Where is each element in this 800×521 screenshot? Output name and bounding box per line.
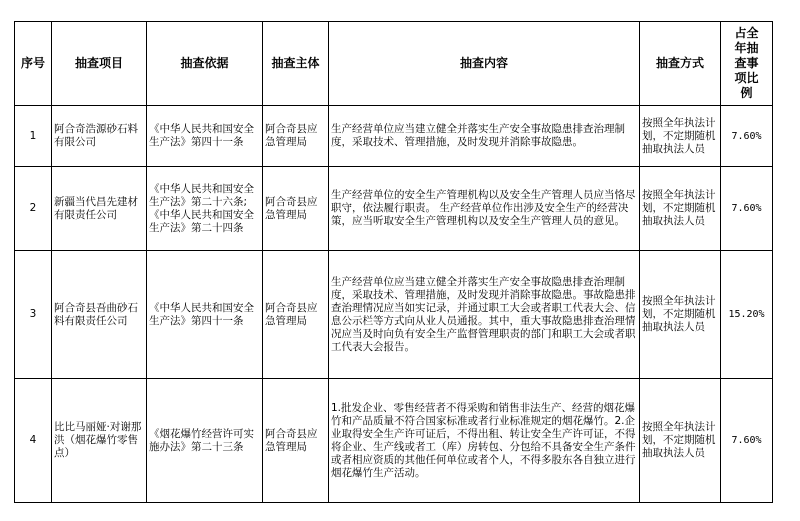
table-row (15, 379, 773, 503)
row-method: 按照全年执法计划，不定期随机抽取执法人员 (640, 167, 721, 251)
row-basis: 《烟花爆竹经营许可实施办法》第二十三条 (147, 379, 263, 503)
row-ratio: 7.60% (721, 167, 773, 251)
row-item: 比比马丽娅·对谢那洪（烟花爆竹零售点） (52, 379, 147, 503)
row-method: 按照全年执法计划，不定期随机抽取执法人员 (640, 379, 721, 503)
row-content: 生产经营单位应当建立健全并落实生产安全事故隐患排查治理制度，采取技术、管理措施，及时发现并消除事故隐患。事故隐患排查治理情况应当如实记录，并通过职工大会或者职工代表大会、信息公示栏等方式向从业人员通报。其中，重大事故隐患排查治理情况应当及时向负有安全生产监督管理职责的部门和职工大会或者职工代表大会报告。 (329, 251, 640, 379)
row-seq: 4 (15, 379, 52, 503)
row-basis: 《中华人民共和国安全生产法》第二十六条;《中华人民共和国安全生产法》第二十四条 (147, 167, 263, 251)
row-subject: 阿合奇县应急管理局 (263, 251, 329, 379)
header-row (15, 22, 773, 106)
row-content: 1.批发企业、零售经营者不得采购和销售非法生产、经营的烟花爆竹和产品质量不符合国家标准或者行业标准规定的烟花爆竹。2.企业取得安全生产许可证后，不得出租、转让安全生产许可证，不得将企业、生产线或者工（库）房转包、分包给不具备安全生产条件或者相应资质的其他任何单位或者个人，不得多股东各自独立进行烟花爆竹生产活动。 (329, 379, 640, 503)
row-item: 新疆当代昌先建材有限责任公司 (52, 167, 147, 251)
header-basis: 抽查依据 (147, 22, 263, 106)
header-content: 抽查内容 (329, 22, 640, 106)
row-subject: 阿合奇县应急管理局 (263, 106, 329, 167)
row-subject: 阿合奇县应急管理局 (263, 379, 329, 503)
header-seq: 序号 (15, 22, 52, 106)
table-row (15, 167, 773, 251)
row-method: 按照全年执法计划，不定期随机抽取执法人员 (640, 106, 721, 167)
row-basis: 《中华人民共和国安全生产法》第四十一条 (147, 251, 263, 379)
row-subject: 阿合奇县应急管理局 (263, 167, 329, 251)
header-ratio: 占全年抽查事项比例 (721, 22, 773, 106)
row-seq: 1 (15, 106, 52, 167)
header-subject: 抽查主体 (263, 22, 329, 106)
header-item: 抽查项目 (52, 22, 147, 106)
header-method: 抽查方式 (640, 22, 721, 106)
row-item: 阿合奇浩源砂石料有限公司 (52, 106, 147, 167)
row-ratio: 7.60% (721, 379, 773, 503)
inspection-table-wrapper (14, 21, 773, 503)
row-method: 按照全年执法计划，不定期随机抽取执法人员 (640, 251, 721, 379)
row-content: 生产经营单位的安全生产管理机构以及安全生产管理人员应当恪尽职守，依法履行职责。 生产经营单位作出涉及安全生产的经营决策，应当听取安全生产管理机构以及安全生产管理人员的意见。 (329, 167, 640, 251)
row-basis: 《中华人民共和国安全生产法》第四十一条 (147, 106, 263, 167)
row-item: 阿合奇县吾曲砂石料有限责任公司 (52, 251, 147, 379)
table-row (15, 106, 773, 167)
inspection-table (14, 21, 773, 503)
row-seq: 3 (15, 251, 52, 379)
table-row (15, 251, 773, 379)
row-ratio: 15.20% (721, 251, 773, 379)
row-content: 生产经营单位应当建立健全并落实生产安全事故隐患排查治理制度，采取技术、管理措施，及时发现并消除事故隐患。 (329, 106, 640, 167)
row-seq: 2 (15, 167, 52, 251)
row-ratio: 7.60% (721, 106, 773, 167)
